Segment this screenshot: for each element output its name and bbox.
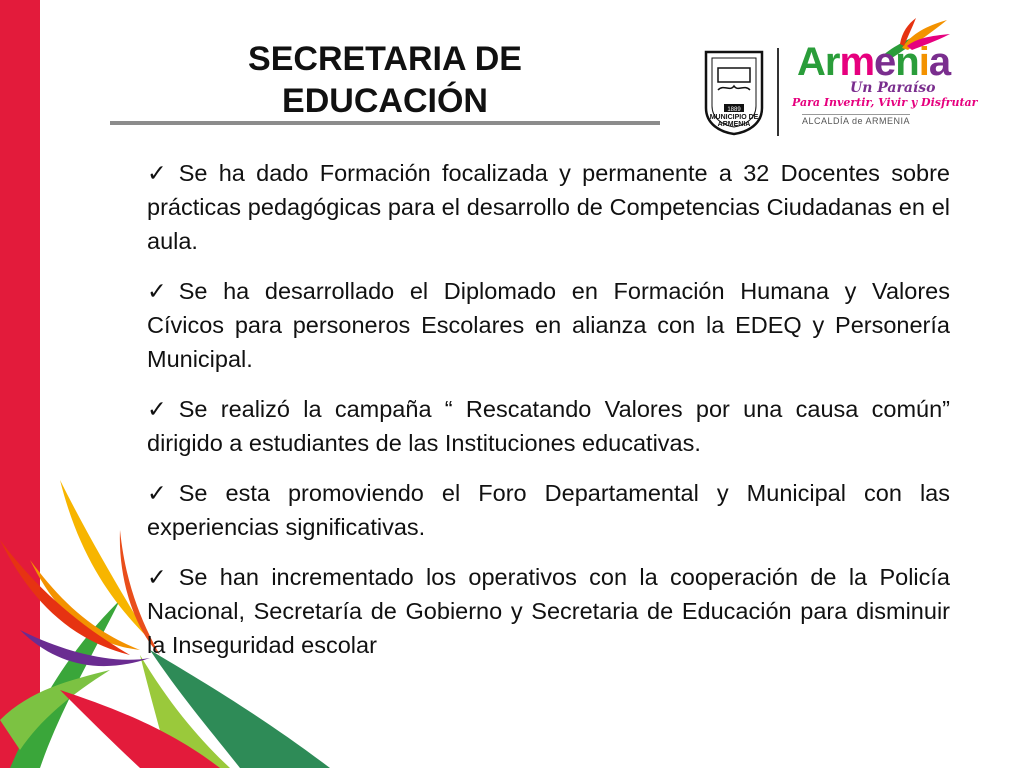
brand-part-1: Ar xyxy=(797,40,840,84)
list-item xyxy=(147,156,950,258)
title-underline xyxy=(110,121,660,125)
seal-year: 1889 xyxy=(727,107,741,113)
list-item-text: Se ha dado Formación focalizada y permanente a 32 Docentes sobre prácticas pedagógicas para el desarrollo de Competencias Ciudadanas en el aula. xyxy=(147,160,950,254)
list-item xyxy=(147,274,950,376)
checkmark-icon: ✓ xyxy=(147,564,167,590)
list-item xyxy=(147,392,950,460)
list-item xyxy=(147,476,950,544)
brand-wordmark xyxy=(797,40,950,85)
list-item xyxy=(147,560,950,662)
page-title xyxy=(210,38,560,122)
brand-alcaldia: ALCALDÍA de ARMENIA xyxy=(802,116,911,126)
brand-part-2: m xyxy=(839,40,875,84)
checkmark-icon: ✓ xyxy=(147,160,167,186)
brand-tagline: Un Paraíso xyxy=(850,80,936,96)
brand-part-4: n xyxy=(895,40,919,84)
list-item-text: Se han incrementado los operativos con la cooperación de la Policía Nacional, Secretaría de Gobierno y Secretaria de Educación para disminuir la Inseguridad escolar xyxy=(147,564,950,658)
checkmark-icon: ✓ xyxy=(147,278,167,304)
brand-slogan: Para Invertir, Vivir y Disfrutar xyxy=(792,96,978,109)
list-item-text: Se realizó la campaña “ Rescatando Valores por una causa común” dirigido a estudiantes de las Instituciones educativas. xyxy=(147,396,950,456)
bullet-list xyxy=(147,156,950,678)
seal-caption: MUNICIPIO DE ARMENIA xyxy=(709,114,759,128)
brand-part-6: a xyxy=(928,40,951,84)
list-item-text: Se esta promoviendo el Foro Departamental y Municipal con las experiencias significativas. xyxy=(147,480,950,540)
logo-area xyxy=(700,18,978,128)
title-line-1: SECRETARIA DE xyxy=(248,40,522,78)
brand-part-5: i xyxy=(918,40,929,84)
brand-part-3: e xyxy=(874,40,896,84)
checkmark-icon: ✓ xyxy=(147,396,167,422)
logo-divider xyxy=(777,48,779,136)
list-item-text: Se ha desarrollado el Diplomado en Formación Humana y Valores Cívicos para personeros Escolares en alianza con la EDEQ y Personería Municipal. xyxy=(147,278,950,372)
checkmark-icon: ✓ xyxy=(147,480,167,506)
title-line-2: EDUCACIÓN xyxy=(282,82,488,120)
